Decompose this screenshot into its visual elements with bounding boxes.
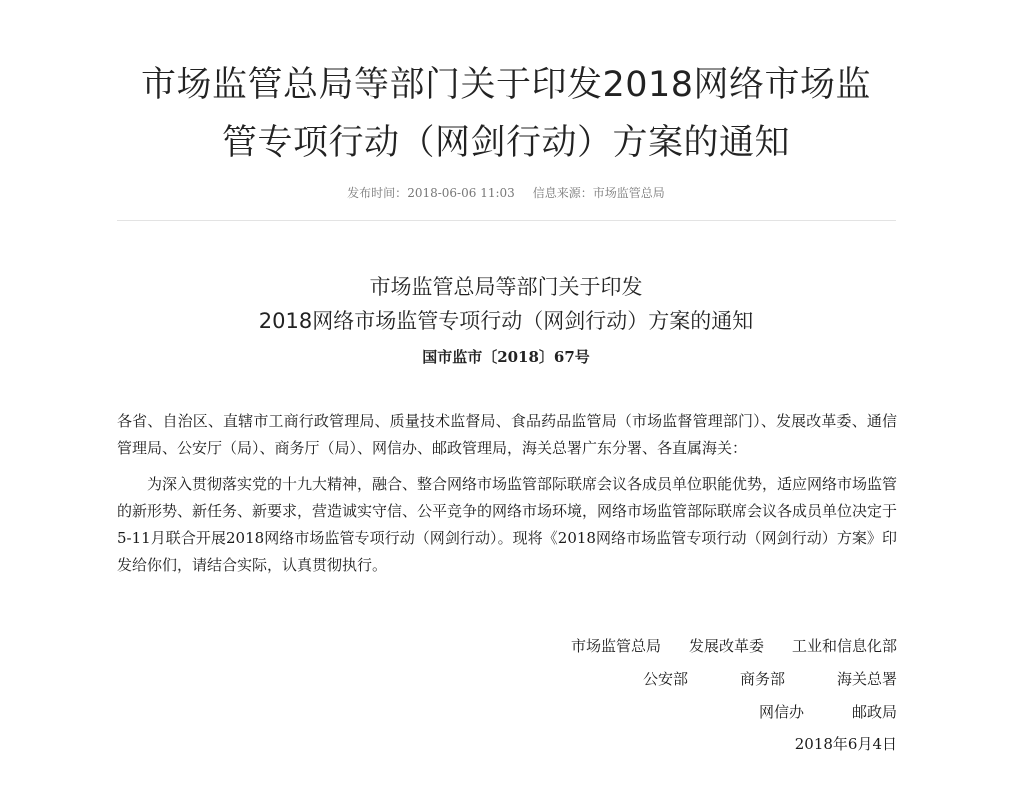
publish-time-label: 发布时间：	[347, 186, 408, 200]
signatory-name: 邮政局	[851, 703, 897, 721]
signatory-row-2	[643, 668, 897, 690]
signatory-name: 网信办	[758, 703, 804, 721]
signature-date: 2018年6月4日	[794, 735, 897, 753]
addressee-paragraph: 各省、自治区、直辖市工商行政管理局、质量技术监督局、食品药品监管局（市场监督管理部门）、发展改革委、通信管理局、公安厅（局）、商务厅（局）、网信办、邮政管理局，海关总署广东分署、各直属海关：	[117, 412, 897, 457]
document-number: 国市监市〔2018〕67号	[422, 348, 590, 366]
signatory-name: 商务部	[739, 670, 785, 688]
source-label: 信息来源：	[532, 186, 593, 200]
page-title-line-1: 市场监管总局等部门关于印发2018网络市场监	[140, 65, 872, 105]
signatory-name: 发展改革委	[688, 637, 764, 655]
signatory-name: 工业和信息化部	[791, 637, 897, 655]
publish-time: 2018-06-06 11:03	[407, 186, 515, 200]
source-name: 市场监管总局	[592, 186, 665, 200]
header-divider	[117, 220, 896, 221]
signatory-row-1	[571, 635, 897, 657]
page-title	[100, 56, 912, 172]
signatory-name: 市场监管总局	[570, 637, 661, 655]
page-title-line-2: 管专项行动（网剑行动）方案的通知	[221, 123, 790, 163]
body-paragraph: 为深入贯彻落实党的十九大精神，融合、整合网络市场监管部际联席会议各成员单位职能优势，适应网络市场监管的新形势、新任务、新要求，营造诚实守信、公平竞争的网络市场环境，网络市场监管部际联席会议各成员单位决定于5-11月联合开展2018网络市场监管专项行动（网剑行动）。现将《2018网络市场监管专项行动（网剑行动）方案》印发给你们，请结合实际，认真贯彻执行。	[117, 475, 898, 574]
document-title	[0, 270, 1012, 338]
signatory-name: 海关总署	[836, 670, 897, 688]
article-meta	[0, 184, 1012, 202]
document-title-line-1: 市场监管总局等部门关于印发	[369, 275, 643, 299]
document-title-line-2: 2018网络市场监管专项行动（网剑行动）方案的通知	[258, 309, 754, 333]
signatory-name: 公安部	[642, 670, 688, 688]
signatory-row-3	[759, 701, 897, 723]
